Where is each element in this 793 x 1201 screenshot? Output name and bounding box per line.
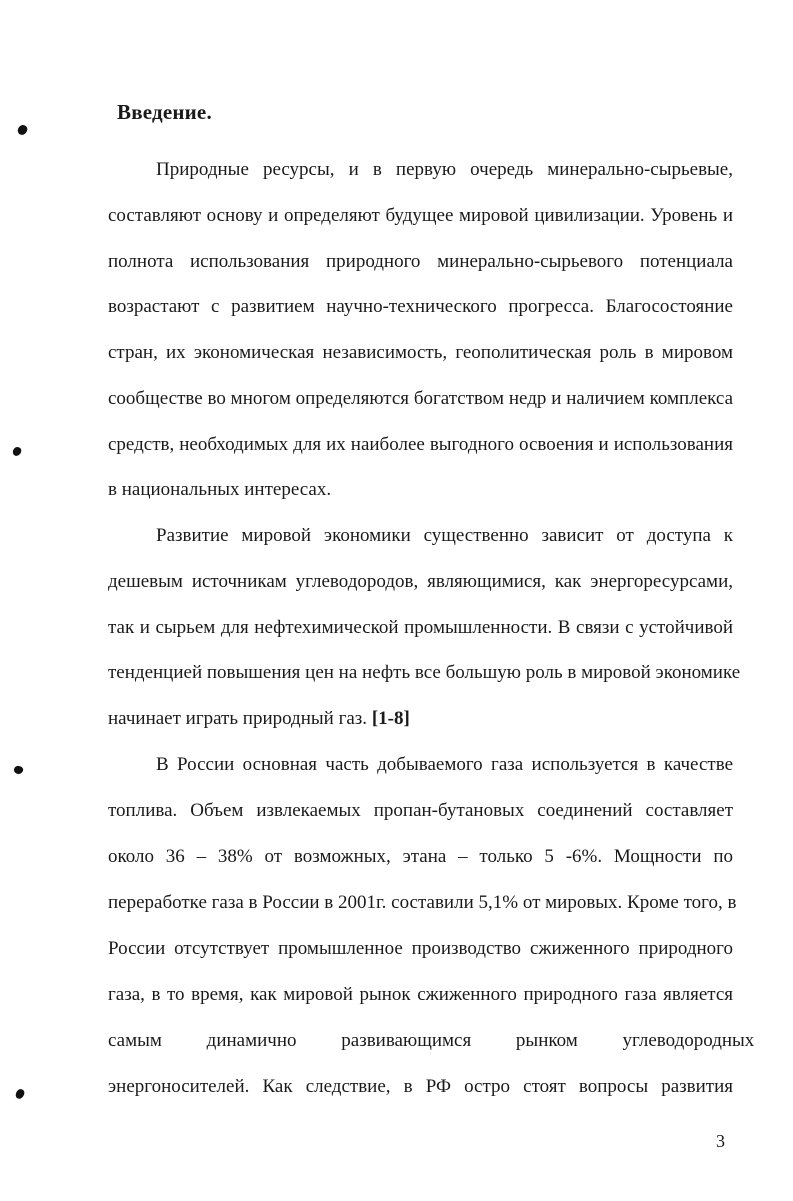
- text-line: полнота использования природного минерально-сырьевого потенциала: [108, 251, 733, 272]
- text-line: возрастают с развитием научно-технического прогресса. Благосостояние: [108, 296, 733, 317]
- text-line: В России основная часть добываемого газа используется в качестве: [156, 754, 733, 775]
- text-line-with-reference: [108, 707, 410, 731]
- text-line: около 36 – 38% от возможных, этана – только 5 -6%. Мощности по: [108, 846, 733, 867]
- text-line: тенденцией повышения цен на нефть все большую роль в мировой экономике: [108, 662, 741, 683]
- scan-mark: [13, 765, 24, 776]
- text-line: газа, в то время, как мировой рынок сжиженного природного газа является: [108, 984, 733, 1005]
- text-line: России отсутствует промышленное производство сжиженного природного: [108, 938, 733, 959]
- scan-mark: [17, 124, 29, 136]
- text-line: энергоносителей. Как следствие, в РФ остро стоят вопросы развития: [108, 1076, 733, 1097]
- text-line: дешевым источникам углеводородов, являющимися, как энергоресурсами,: [108, 571, 733, 592]
- text-line: самым динамично развивающимся рынком углеводородных: [108, 1030, 755, 1051]
- citation-reference: [1-8]: [371, 708, 410, 729]
- text-line: так и сырьем для нефтехимической промышленности. В связи с устойчивой: [108, 617, 733, 638]
- text-line: Природные ресурсы, и в первую очередь минерально-сырьевые,: [156, 159, 733, 180]
- scan-mark: [15, 1088, 26, 1100]
- text-line: в национальных интересах.: [108, 479, 332, 500]
- text-line: составляют основу и определяют будущее мировой цивилизации. Уровень и: [108, 205, 733, 226]
- text-line: стран, их экономическая независимость, геополитическая роль в мировом: [108, 342, 733, 363]
- text-line: средств, необходимых для их наиболее выгодного освоения и использования: [108, 434, 733, 455]
- text-line: переработке газа в России в 2001г. составили 5,1% от мировых. Кроме того, в: [108, 892, 737, 913]
- text-line: Развитие мировой экономики существенно зависит от доступа к: [156, 525, 733, 546]
- text-line: топлива. Объем извлекаемых пропан-бутановых соединений составляет: [108, 800, 733, 821]
- page-number: 3: [716, 1131, 725, 1151]
- section-heading: Введение.: [117, 100, 212, 124]
- scan-mark: [12, 446, 23, 457]
- text-line: начинает играть природный газ.: [108, 708, 368, 729]
- text-line: сообществе во многом определяются богатством недр и наличием комплекса: [108, 388, 733, 409]
